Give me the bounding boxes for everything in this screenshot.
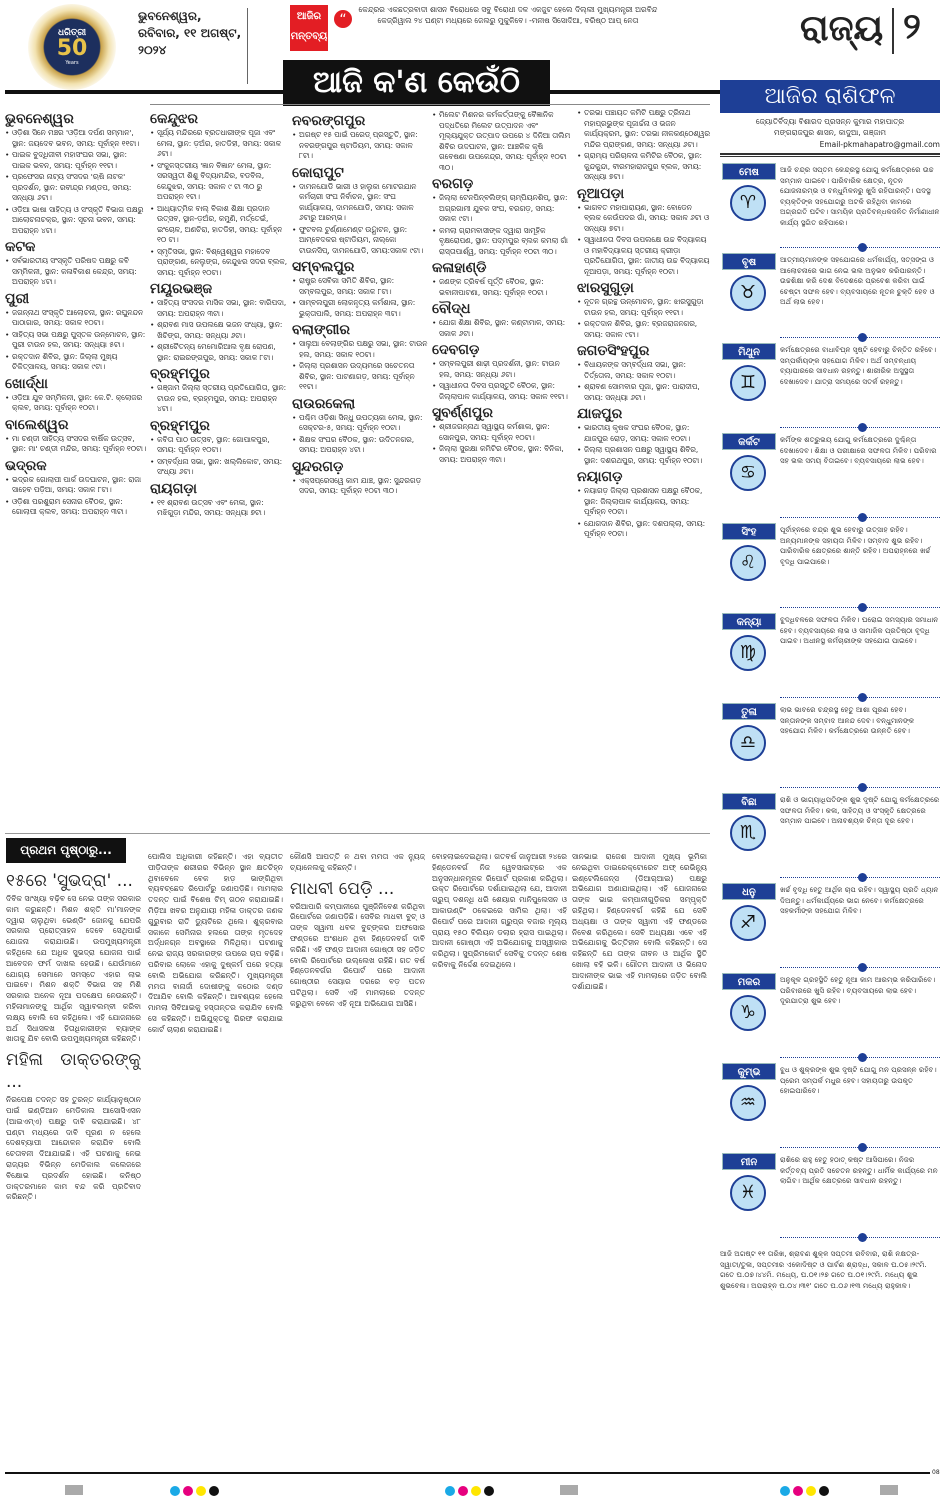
horoscope-text: ବୁଧ ଓ ଶୁକ୍ରଙ୍କ ଶୁଭ ଦୃଷ୍ଟି ଯୋଗୁ ମନ ପ୍ରସନ୍ନ ରହିବ। ପ୍ରେମ ସମ୍ପର୍କ ମଧୁର ହେବ। ସହାୟତାରୁ ଉପକୃତ ହୋଇପାରିବେ। — [780, 1065, 937, 1095]
divider — [720, 1231, 940, 1243]
event-list — [577, 360, 711, 403]
color-bar — [560, 1485, 578, 1495]
event-list — [5, 475, 147, 518]
zodiac-badge — [720, 613, 780, 677]
horoscope-text: ପୂର୍ବାହ୍ନରେ ଚନ୍ଦ୍ର ଶୁଭ ହେବାରୁ ଉତ୍ସାହ ରହିବ। ଅନ୍ୟମାନଙ୍କ ସହାୟତା ମିଳିବ। ସମ୍ବାଦ ଶୁଭ ରହିବ। ପାରିବାରିକ କ୍ଷେତ୍ରରେ ଶାନ୍ତି ରହିବ। ଅପରାହ୍ନରେ ଖର୍ଚ୍ଚ ବୃଦ୍ଧି ପାଇପାରେ। — [780, 525, 931, 566]
district-heading: ବ୍ରହ୍ମପୁର — [150, 417, 210, 434]
event-list — [432, 110, 572, 173]
event-list — [150, 298, 288, 363]
event-item: • ଓଡ଼ିଆ ଯୁବ ସମ୍ମିଳନୀ, ସ୍ଥାନ: କେ.ଟି. କ୍ଲୋଜର କ୍ଲବ, ସମୟ: ପୂର୍ବାହ୍ନ ୧୦ଟା। — [5, 393, 147, 414]
event-item: • ଫୁଟବଲ ଟୁର୍ଣ୍ଣାମେଣ୍ଟ ଉଦ୍ଘାଟନ, ସ୍ଥାନ: ଆମ୍ବେଦକର ଷ୍ଟାଡିୟମ, ନାଲ୍କୋ ଟାଉନସିପ୍, ଦାମନଯୋଡି, ସମୟ:ସକାଳ ୯ଟା। — [292, 225, 428, 257]
section-name: ରାଜ୍ୟ — [800, 8, 884, 49]
event-item: • କମଲା ଗ୍ରାମବାସୀଙ୍କ ଦ୍ୱାରା ସାମୂହିକ ବୃକ୍ଷରୋପଣ, ସ୍ଥାନ: ପଦ୍ମପୁର ବ୍ଲକ କମଲା ଗାଁ ରାସ୍ତାପାର୍ଶ୍ୱ, ସମୟ: ପୂର୍ବାହ୍ନ ୧୦ଟା ୩୦। — [432, 226, 572, 258]
event-item: • ମା ଚଣ୍ଡୀ ସାହିତ୍ୟ ସଂସଦର ବାର୍ଷିକ ଉତ୍ସବ, ସ୍ଥାନ: ମା' ଚଣ୍ଡୀ ମନ୍ଦିର, ସମୟ: ପୂର୍ବାହ୍ନ ୧୦ଟା। — [5, 434, 147, 455]
zodiac-symbol-icon: ♓ — [730, 1175, 766, 1211]
events-column — [432, 110, 572, 828]
district-heading: ବଲାଙ୍ଗୀର — [292, 322, 350, 338]
event-item: • ଯୋଗଦାନ ଶିବିର, ସ୍ଥାନ: ଦଶପଲ୍ଲା, ସମୟ: ପୂର୍ବାହ୍ନ ୧୦ଟା। — [577, 519, 711, 540]
rashifal-title: ଆଜିର ରାଶିଫଳ — [720, 80, 940, 113]
event-item: • ଆଧ୍ୟାତ୍ମିକ ବାଲ୍ ବିକାଶ ଶିକ୍ଷା ପ୍ରଦାନ ଉତ୍ସବ, ସ୍ଥାନ-ଡ଼ଅଁର, କମୁଣି, ମର୍ତ୍ତେଇଁ, ଇଂଚୋଳ, ଅଣଚିରା, ହାତଡିହୀ, ସମୟ: ପୂର୍ବାହ୍ନ ୧୦ ଟା। — [150, 204, 288, 246]
zodiac-9 — [720, 883, 940, 973]
zodiac-row — [720, 253, 940, 317]
article-body: କୌଣସି ଆପତ୍ତି ନ ଥବା ମମତା ଏକ ନ୍ୟୁଜ୍ ଚ୍ୟାନେଲକୁ କହିଛନ୍ତି। — [290, 852, 425, 872]
event-list — [5, 393, 147, 414]
article-body: ବୋହଲାଇଦେଇଥିଲା। ଗତବର୍ଷ ଜାନୁଆରୀ ୨୪ରେ ହିଣ୍ଡେନବର୍ଗ ନିଜ ୱେବସାଇଟ୍‌ରେ ଏକ ଅନୁସନ୍ଧାନମୂଳକ ରିପୋର୍ଟ ପ୍ରକାଶ କରିଥିଲା। ଉକ୍ତ ରିପୋର୍ଟରେ ଦର୍ଶାଯାଇଥିଲା ଯେ, ଆଦାନୀ ଗ୍ରୁପ୍ ଦଶନ୍ଧି ଧରି ଶେୟାର ମାନିପୁଲେସନ ଓ ଆକାଉଣ୍ଟିଂ ଠକେଇରେ ସାମିଲ ଥିଲା। ଏହି ରିପୋର୍ଟ ପରେ ଆଦାନୀ ଗ୍ରୁପ୍‌ର ବଜାର ମୂଲ୍ୟ ପ୍ରାୟ ୧୫୦ ବିଲିୟନ ଡଲାର ହ୍ରାସ ପାଇଥିଲା। ଆଦାନୀ ଗୋଷ୍ଠୀ ଏହି ଅଭିଯୋଗକୁ ଅସ୍ୱୀକାର କରିଥିଲା। ସୁପ୍ରିମକୋର୍ଟ ସେବିକୁ ତଦନ୍ତ ଶେଷ କରିବାକୁ ନିର୍ଦ୍ଦେଶ ଦେଇଥିଲେ। — [432, 852, 567, 969]
event-item: • ନୂତନ ଗ୍ରନ୍ଥ ଉନ୍ମୋଚନ, ସ୍ଥାନ: ଝାରସୁଗୁଡ଼ା ଟାଉନ ହଲ, ସମୟ: ପୂର୍ବାହ୍ନ ୧୧ଟା। — [577, 297, 711, 318]
district-heading: ବୌଦ୍ଧ — [432, 301, 471, 317]
district-heading: ନୂଆପଡ଼ା — [577, 185, 625, 202]
divider — [720, 961, 940, 973]
horoscope-text: ଆଜି ଚନ୍ଦ୍ର ସପ୍ତମ କେନ୍ଦ୍ରସ୍ଥ ଯୋଗୁ କର୍ମକ୍ଷେତ୍ରରେ ଉଚ୍ଚ ସମ୍ମାନ ପାଇବେ। ପାରିବାରିକ କ୍ଷେତ୍ର, ନୂତନ ଯୋଜନାରମ୍ଭ ଓ ବନ୍ଧୁମିଳନରୁ ଖୁସି ରହିପାରନ୍ତି। ପଦସ୍ଥ ବ୍ୟକ୍ତିଙ୍କ ସହଯୋଗରୁ ଅଟକି ରହିଥିବା କାମରେ ଅଗ୍ରଗତି ଘଟିବ। ସାମୟିକ ପ୍ରତିବନ୍ଧକଜନିତ ନିର୍ମାଣାଧୀନ କାର୍ଯ୍ୟ ସ୍ଥଗିତ ରହିପାରେ। — [780, 165, 940, 227]
district-heading: ବ୍ରହ୍ମପୁର — [150, 366, 210, 382]
event-item: • ରକ୍ତଦାନ ଶିବିର, ସ୍ଥାନ: ବ୍ରଜରାଜନଗର, ସମୟ: ସକାଳ ୯ଟା। — [577, 319, 711, 340]
event-item: • ଓଡ଼ିଶା ସିନେ ମଞ୍ଚର 'ଓଡ଼ିଆ ଦର୍ପଣ ସମ୍ମାନ', ସ୍ଥାନ: ଜୟଦେବ ଭବନ, ସମୟ: ପୂର୍ବାହ୍ନ ୧୧ଟା। — [5, 128, 147, 149]
event-list — [5, 434, 147, 455]
article-column — [148, 852, 283, 1467]
article-column — [572, 852, 707, 1467]
article-body: ଦିବିକ ସାଂଖ୍ୟା ବଢ଼ିବ ସେ ନେଇ ତାଙ୍କ ସରକାର କାମ କରୁଛନ୍ତି। ମିଶନ ଶକ୍ତି ମା'ମାନଙ୍କ ଦ୍ୱାରା ଚାଲୁଥିବା ଭେଣ୍ଡିଂ ଜୋନକୁ ଯେପରି ସରକାର ପ୍ରୋତ୍ସାହନ ଦେବେ ସେଥିପାଇଁ ଯୋଜନା କରାଯାଉଛି। ଉପମୁଖ୍ୟମନ୍ତ୍ରୀ କହିଥିଲେ ଯେ ଅଧିକ ସୁଭଦ୍ରା ଯୋଜନା ପାଇଁ ଆବେଦନ ଫର୍ମ ଦାଖଲ ହେଉଛି। ଯେଉଁମାନେ ଯୋଗ୍ୟ ସେମାନେ ସମସ୍ତେ ଏହାର ଲାଭ ପାଇବେ। ମିଶନ ଶକ୍ତି ବିଭାଗ ସହ ମିଶି ସରକାର ଅନେକ ନୂଆ ପଦକ୍ଷେପ ନେଉଛନ୍ତି। ମହିଳାମାନଙ୍କୁ ଆର୍ଥିକ ସ୍ୱାବଲମ୍ବୀ କରିବା ଲକ୍ଷ୍ୟ ବୋଲି ସେ କହିଥିଲେ। ଏହି ଯୋଜନାରେ ଅର୍ଥ ସିଧାସଳଖ ହିତାଧିକାରୀଙ୍କ ବ୍ୟାଙ୍କ ଖାତାକୁ ଯିବ ବୋଲି ଉପମୁଖ୍ୟମନ୍ତ୍ରୀ କହିଛନ୍ତି। — [6, 894, 141, 1044]
event-list — [150, 383, 288, 415]
event-item: • ସାହିତ୍ୟ ସଂସଦର ମାସିକ ସଭା, ସ୍ଥାନ: ବାରିପଦା, ସମୟ: ଅପରାହ୍ନ ୩ଟା। — [150, 298, 288, 319]
event-item: • କବିତା ପାଠ ଉତ୍ସବ, ସ୍ଥାନ: ଗୋପାଳପୁର, ସମୟ: ପୂର୍ବାହ୍ନ ୧୦ଟା। — [150, 435, 288, 456]
district-heading: ରାଉରକେଲା — [292, 395, 356, 412]
horoscope-text: ଲାଭ ଭାବରେ ଚନ୍ଦ୍ରସ୍ଥ ହେତୁ ଆଶା ପୂରଣ ହେବ। ସନ୍ତାନଙ୍କ ସମ୍ବାଦ ଆନନ୍ଦ ଦେବ। ବନ୍ଧୁମାନଙ୍କ ସହଯୋଗ ମିଳିବ। କର୍ମକ୍ଷେତ୍ରରେ ଉନ୍ନତି ହେବ। — [780, 705, 915, 735]
horoscope-text: ରାଶି ଓ ଭାଗ୍ୟାଧିପତିଙ୍କ ଶୁଭ ଦୃଷ୍ଟି ଯୋଗୁ କର୍ମକ୍ଷେତ୍ରରେ ସଫଳତା ମିଳିବ। କଳା, ସାହିତ୍ୟ ଓ ସଂସ୍କୃତି କ୍ଷେତ୍ରରେ ସମ୍ମାନ ପାଇବେ। ଅନାବଶ୍ୟକ ଚିନ୍ତା ଦୂର ହେବ। — [780, 795, 940, 825]
event-item: • ୧୧ ଶ୍ରାବଣ ଉତ୍ସବ ଏବଂ ମେଳା, ସ୍ଥାନ: ମଝିଗୁଡ଼ା ମନ୍ଦିର, ସମୟ: ସନ୍ଧ୍ୟା ୭ଟା। — [150, 498, 288, 519]
divider — [5, 833, 710, 834]
front-page-continued-label: ପ୍ରଥମ ପୃଷ୍ଠାରୁ... — [6, 838, 126, 863]
event-list — [432, 277, 572, 298]
divider — [720, 781, 940, 793]
divider — [892, 8, 894, 54]
article-body: ସାନଭାଇ ରାଜେଶ ଆଦାନୀ ମୁଖ୍ୟ ଭୂମିକା ନେଇଥିବା ଡାଇରେକ୍ଟୋରେଟ ଅଫ୍ ରେଭିନ୍ୟୁ ଇଣ୍ଟେଲିଜେନ୍ସ (ଡିଆର୍‌ଆଇ) ପକ୍ଷରୁ ଅଭିଯୋଗ ଅଣାଯାଇଥିଲା। ଏହି ଯୋଜନାରେ ତାଙ୍କ ଭାଇ କମ୍ପାନୀଗୁଡ଼ିକର ସମ୍ପୃକ୍ତି ରହିଥିଲା। ହିଣ୍ଡେନବର୍ଗ କହିଛି ଯେ ସେବି ଅଧ୍ୟକ୍ଷା ଓ ତାଙ୍କ ସ୍ୱାମୀ ଏହି ଫଣ୍ଡରେ ନିବେଶ କରିଥିଲେ। ସେବି ଅଧ୍ୟକ୍ଷା ଏବେ ଏହି ଅଭିଯୋଗକୁ ଭିତ୍ତିହୀନ ବୋଲି କହିଛନ୍ତି। ସେ କହିଛନ୍ତି ଯେ ତାଙ୍କ ଜୀବନ ଓ ଆର୍ଥିକ ସ୍ଥିତି ଖୋଲା ବହି ଭଳି। ଗୌତମ ଆଦାନୀ ଓ ଭିନୋଦ ଆଦାନୀଙ୍କ ଭାଇ ଏହି ମାମଲାରେ ଜଡ଼ିତ ବୋଲି ଦର୍ଶାଯାଇଛି। — [572, 852, 707, 991]
event-list — [5, 256, 147, 288]
article-body: ବରିଆପାରି କମ୍ପାନୀରେ ପୁଞ୍ଜିନିବେଶ କରିଥିବା ରିପୋର୍ଟରେ ଜଣାପଡ଼ିଛି। ସେବିର ମାଧବୀ ବୁଚ୍ ଓ ତାଙ୍କ ସ୍ୱାମୀ ଧବଳ ବୁଚ୍‌ଙ୍କର ଅଫସୋର ଫଣ୍ଡରେ ଅଂଶଧନ ଥିବା ହିଣ୍ଡେନବର୍ଗ ଦାବି କରିଛି। ଏହି ଫଣ୍ଡ ଆଦାନୀ ଗୋଷ୍ଠୀ ସହ ଜଡ଼ିତ ବୋଲି ରିପୋର୍ଟରେ ଉଲ୍ଲେଖ ରହିଛି। ଗତ ବର୍ଷ ହିଣ୍ଡେନବର୍ଗର ରିପୋର୍ଟ ପରେ ଆଦାନୀ ଗୋଷ୍ଠୀର ସେୟାର ଦରରେ ବଡ଼ ପତନ ଘଟିଥିଲା। ସେବି ଏହି ମାମଲାରେ ତଦନ୍ତ କରୁଥିବା ବେଳେ ଏହି ନୂଆ ଅଭିଯୋଗ ଆସିଛି। — [290, 901, 425, 1008]
registration-yellow — [196, 1486, 206, 1496]
event-list — [432, 318, 572, 339]
event-list — [292, 182, 428, 257]
event-item: • ସ୍ୱାଧୀନତା ଦିବସ ଉପଲକ୍ଷେ ଉଚ୍ଚ ବିଦ୍ୟାଳୟ ଓ ମହାବିଦ୍ୟାଳୟ ସ୍ତରୀୟ କ୍ରୀଡ଼ା ପ୍ରତିଯୋଗିତା, ସ୍ଥାନ: ଜାତୀୟ ଉଚ୍ଚ ବିଦ୍ୟାଳୟ ନୂଆପଡ଼ା, ସମୟ: ପୂର୍ବାହ୍ନ ୧୦ଟା। — [577, 235, 711, 277]
events-column — [5, 108, 147, 826]
event-item: • ସମ୍ବର୍ଦ୍ଧନା ସଭା, ସ୍ଥାନ: ଖଲ୍ଲିକୋଟ, ସମୟ: ସଂଧ୍ୟା ୬ଟା। — [150, 457, 288, 478]
event-list — [577, 108, 711, 183]
event-list — [432, 422, 572, 465]
event-item: • ଗ୍ରାମ୍ୟ ପରିଚାଳନା କମିଟିର ବୈଠକ, ସ୍ଥାନ: କୁନ୍ଦକୁନ୍ଦା, ବୀରମହାରାଜପୁର ବ୍ଲକ, ସମୟ: ସନ୍ଧ୍ୟା ୭ଟା। — [577, 151, 711, 183]
zodiac-row — [720, 1153, 940, 1217]
event-item: • ବିଧାୟକଙ୍କ ସମ୍ବର୍ଦ୍ଧନା ସଭା, ସ୍ଥାନ: ତିର୍ତ୍ତୋଲ, ସମୟ: ସକାଳ ୧୦ଟା। — [577, 360, 711, 381]
horoscope-text: ଆତ୍ମୀୟମାନଙ୍କ ସହଯୋଗରେ ଧର୍ମକାର୍ଯ୍ୟ, ସତ୍ସଙ୍ଗ ଓ ଆଲୋଚନାରେ ଭାଗ ନେଇ ଭଲ ଅନୁଭବ କରିପାରନ୍ତି। ଉଚ୍ଚଶିକ୍ଷା କରି ଦେଶ ବିଦେଶରେ ପ୍ରବେଶ କରିବା ପାଇଁ ଚେଷ୍ଟା ସଫଳ ହେବ। ବ୍ୟବସାୟରେ ନୂତନ ଚୁକ୍ତି ହେବ ଓ ଅର୍ଥ ଲାଭ ହେବ। — [780, 255, 935, 306]
event-item: • ଭଦ୍ରକ ଗୋଲାପୀ ପାର୍କ ଉଦଘାଟନ, ସ୍ଥାନ: ରାଜା ସାହେବ ପଡ଼ିଆ, ସମୟ: ସକାଳ ୮ଟା। — [5, 475, 147, 496]
event-item: • ଭାଗବତ ମହାପାରାୟଣ, ସ୍ଥାନ: ବୋଡେନ ବ୍ଲକ କେଉଁପଦର ଗାଁ, ସମୟ: ସକାଳ ୬ଟା ଓ ସନ୍ଧ୍ୟା ୭ଟା। — [577, 203, 711, 235]
divider — [720, 691, 940, 703]
quote-icon: “ — [334, 10, 352, 28]
color-bar — [880, 1485, 898, 1495]
event-item: • ଜିଲ୍ଲା ଟେନପିନ୍‌ବଲିଙ୍ଗ୍ ଚାମ୍ପିୟନଶିପ୍, ସ୍ଥାନ: ଅଗ୍ରଗାମୀ ଯୁବକ ସଂଘ, ବରଗଡ଼, ସମୟ: ସକାଳ ୯ଟା। — [432, 193, 572, 225]
divider — [720, 241, 940, 253]
zodiac-row — [720, 433, 940, 497]
divider — [720, 511, 940, 523]
zodiac-name: ଧନୁ — [722, 883, 776, 900]
zodiac-name: ବୃଷ — [722, 253, 776, 270]
zodiac-name: କର୍କଟ — [722, 433, 776, 450]
zodiac-11 — [720, 1063, 940, 1153]
event-list — [432, 359, 572, 402]
zodiac-symbol-icon: ♑ — [730, 995, 766, 1031]
zodiac-5 — [720, 523, 940, 613]
zodiac-1 — [720, 163, 940, 253]
divider-dot — [858, 243, 867, 252]
district-heading: ମୟୂରଭଞ୍ଜ — [150, 281, 213, 297]
event-item: • ଓଡ଼ିଶା ପରଶୁରାମ ସେନାର ବୈଠକ, ସ୍ଥାନ: ଗୋଲାପୀ କ୍ଲବ, ସମୟ: ଅପରାହ୍ନ ୩ଟା। — [5, 497, 147, 518]
event-item: • ଜଗନ୍ନାଥ ସଂସ୍କୃତି ଆଲୋଚନା, ସ୍ଥାନ: ରଘୁନନ୍ଦନ ପାଠାଗାର, ସମୟ: ସକାଳ ୧୦ଟା। — [5, 308, 147, 329]
logo-sub: Years — [65, 60, 79, 66]
registration-magenta — [793, 1486, 803, 1496]
event-item: • ସମ୍ବଲପୁରୀ ଶାଢ଼ୀ ପ୍ରଦର୍ଶନୀ, ସ୍ଥାନ: ଟାଉନ ହଲ, ସମୟ: ସନ୍ଧ୍ୟା ୬ଟା। — [432, 359, 572, 380]
zodiac-8 — [720, 793, 940, 883]
event-item: • ଓଡ଼ିଆ ଭାଷା ସାହିତ୍ୟ ଓ ସଂସ୍କୃତି ବିଭାଗ ପକ୍ଷରୁ ଆଲୋଚନାଚକ୍ର, ସ୍ଥାନ: ସୂଚନା ଭବନ, ସମୟ: ଅପରାହ୍ନ ୪ଟା। — [5, 205, 147, 237]
zodiac-row — [720, 1063, 940, 1127]
horoscope-text: କର୍ମିଙ୍କ ଶତ୍ରୁଭୟ ଯୋଗୁ କର୍ମକ୍ଷେତ୍ରରେ ଦୁଶ୍ଚିନ୍ତା ଦେଖାଦେବ। ଶିକ୍ଷା ଓ ପରୀକ୍ଷାରେ ସଫଳତା ମିଳିବ। ପରିବାର ସହ ଭଲ ସମୟ ବିତାଇବେ। ବ୍ୟବସାୟରେ ଲାଭ ହେବ। — [780, 435, 937, 465]
zodiac-badge — [720, 703, 780, 767]
rashifal-column — [720, 116, 940, 1291]
zodiac-row — [720, 523, 940, 587]
zodiac-symbol-icon: ♈ — [730, 185, 766, 221]
zodiac-badge — [720, 793, 780, 857]
event-item: • ପଶ୍ଚିମ ଓଡ଼ିଶା ସିନ୍ଧୁ ଉପତ୍ୟକା ମେଳା, ସ୍ଥାନ: ସେକ୍ଟର-୫, ସମୟ: ପୂର୍ବାହ୍ନ ୧୦ଟା। — [292, 413, 428, 434]
color-bar — [65, 1485, 83, 1495]
event-item: • ପ୍ରଫେସର ନାଟ୍ୟ ସଂସଦର 'ଋଷି ନାଟକ' ପ୍ରଦର୍ଶନ, ସ୍ଥାନ: ରବୀନ୍ଦ୍ର ମଣ୍ଡପ, ସମୟ: ସନ୍ଧ୍ୟା ୬ଟା। — [5, 172, 147, 204]
divider-dot — [858, 963, 867, 972]
article-column — [6, 866, 141, 1467]
event-item: • ସର୍ବଭାରତୀୟ ସଂସ୍କୃତି ପରିଷଦ ପକ୍ଷରୁ କବି ସମ୍ମିଳନୀ, ସ୍ଥାନ: କଳାବିକାଶ କେନ୍ଦ୍ର, ସମୟ: ଅପରାହ୍ନ ୪ଟା। — [5, 256, 147, 288]
zodiac-list — [720, 163, 940, 1243]
zodiac-symbol-icon: ♐ — [730, 905, 766, 941]
zodiac-symbol-icon: ♋ — [730, 455, 766, 491]
events-column — [150, 108, 288, 826]
zodiac-name: ମକର — [722, 973, 776, 990]
event-item: • ଏକ୍ସପ୍ରେସୱେ କାମ ଯାଞ୍ଚ, ସ୍ଥାନ: ସୁନ୍ଦରଗଡ଼ ସଦର, ସମୟ: ପୂର୍ବାହ୍ନ ୧୦ଟା ୩୦। — [292, 476, 428, 497]
zodiac-symbol-icon: ♊ — [730, 365, 766, 401]
district-heading: ନୟାଗଡ଼ — [577, 469, 623, 485]
horoscope-text: କର୍ମକ୍ଷେତ୍ରରେ ବାଧାବିଘ୍ନ ସୃଷ୍ଟି ହେବାରୁ ଚିନ୍ତିତ ରହିବେ। ସମ୍ପର୍କୀୟଙ୍କ ସହଯୋଗ ମିଳିବ। ଅର୍ଥ ସମ୍ବନ୍ଧୀୟ ବ୍ୟାପାରରେ ସାବଧାନ ରହନ୍ତୁ। ଶାରୀରିକ ଅସୁସ୍ଥତା ଦେଖାଦେବ। ଯାତ୍ରା ସମୟରେ ସତର୍କ ରହନ୍ତୁ। — [780, 345, 937, 386]
zodiac-3 — [720, 343, 940, 433]
astrologer-address: ମଙ୍ଗରାଜପୁର ଶାସନ, କାଦୁଆ, ଗଞ୍ଜାମ — [774, 128, 886, 137]
registration-magenta — [183, 1486, 193, 1496]
divider-dot — [858, 1143, 867, 1152]
zodiac-row — [720, 883, 940, 947]
quote-text: କେନ୍ଦ୍ରର ଏକଛତ୍ରବାଦୀ ଶାସନ ବିରୋଧରେ ସବୁ ବିରୋଧୀ ଦଳ ଏକଜୁଟ ହେଲେ ଦିଲ୍ଲୀ ମୁଖ୍ୟମନ୍ତ୍ରୀ ଅରବିନ୍ଦ କେଜ୍ରିୱାଲ ୨୪ ଘଣ୍ଟା ମଧ୍ୟରେ ଜେଲରୁ ମୁକୁଳିବେ। -ମନୀଷ ସିସୋଦିଆ, ବରିଷ୍ଠ ଆପ୍ ନେତା — [358, 5, 658, 25]
district-heading: ସୁବର୍ଣ୍ଣପୁର — [432, 405, 493, 421]
event-list — [292, 339, 428, 393]
events-column — [577, 108, 711, 826]
district-heading: ସମ୍ବଲପୁର — [292, 259, 355, 275]
divider — [720, 1051, 940, 1063]
event-list — [577, 203, 711, 278]
event-item: • ସ୍ୱାଧୀନତା ଦିବସ ପ୍ରସ୍ତୁତି ବୈଠକ, ସ୍ଥାନ: ଜିଲ୍ଲାପାଳ କାର୍ଯ୍ୟାଳୟ, ସମୟ: ସକାଳ ୧୧ଟା। — [432, 381, 572, 402]
event-item: • ଜିଲ୍ଲା ପ୍ରଶାସନ ପକ୍ଷରୁ ସ୍ୱାସ୍ଥ୍ୟ ଶିବିର, ସ୍ଥାନ: ଦଶରଥପୁର, ସମୟ: ପୂର୍ବାହ୍ନ ୧୦ଟା। — [577, 445, 711, 466]
event-item: • ଗଞ୍ଜାମ ଜିଲ୍ଲା ସ୍ତରୀୟ ପ୍ରତିଯୋଗିତା, ସ୍ଥାନ: ଟାଉନ ହଲ, ବ୍ରହ୍ମପୁର, ସମୟ: ଅପରାହ୍ନ ୪ଟା। — [150, 383, 288, 415]
divider-dot — [858, 693, 867, 702]
zodiac-symbol-icon: ♉ — [730, 275, 766, 311]
district-heading: ଝାରସୁଗୁଡ଼ା — [577, 280, 634, 296]
event-list — [150, 498, 288, 519]
event-item: • ଜିଲ୍ଲା ପ୍ରଶାସନ ଉଦ୍ୟମରେ ସଚେତନତା ଶିବିର, ସ୍ଥାନ: ପାଟଣାଗଡ଼, ସମୟ: ପୂର୍ବାହ୍ନ ୧୧ଟା। — [292, 361, 428, 393]
registration-black — [484, 1486, 494, 1496]
zodiac-2 — [720, 253, 940, 343]
divider-dot — [858, 1233, 867, 1242]
divider — [720, 601, 940, 613]
divider — [720, 871, 940, 883]
zodiac-row — [720, 703, 940, 767]
event-item: • ସାମ୍ବଲପୁରୀ ଲୋକନୃତ୍ୟ କର୍ମଶାଳା, ସ୍ଥାନ: ଭୁକ୍ତାପାଲି, ସମୟ: ଅପରାହ୍ନ ୩ଟା। — [292, 298, 428, 319]
zodiac-badge — [720, 973, 780, 1037]
panjika-text: ଆଜି ଅଗଷ୍ଟ ୧୧ ତାରିଖ, ଶ୍ରାବଣ ଶୁକ୍ଳ ସପ୍ତମୀ ରବିବାର, ରାଶି ନକ୍ଷତ୍ର-ସ୍ୱାତୀ/ତୁଳା, ସପ୍ତମୀର ଏକୋଦିଷ୍ଟ ଓ ପାର୍ବଣ ଶ୍ରାଦ୍ଧ, ସକାଳ ଘ.୦୫।୨୯ମି. ଗତେ ଘ.୦୭।୪୪ମି. ମଧ୍ୟେ, ଘ.୦୧।୨୭ ଗତେ ଘ.୦୧।୨୯ମି. ମଧ୍ୟେ ଶୁଭ ଶୁଭବେଳା। ଅପରାହ୍ନ ଘ.୦୪।୩୧' ଗତେ ଘ.୦୬।୧୩ ମଧ୍ୟେ ରାହୁକାଳ। — [720, 1249, 927, 1290]
event-item: • ମିଲେଟ ମିଶନର କର୍ମକର୍ତ୍ତାଙ୍କୁ ବୈଜ୍ଞାନିକ ପଦ୍ଧତିରେ ମିଲେଟ ଉତ୍ପାଦନ ଏବଂ ମୂଲ୍ୟଯୁକ୍ତ ଉତ୍ପାଦ ଉପରେ ୪ ଦିନିଆ ତାଲିମ ଶିବିର ଉଦଘାଟନ, ସ୍ଥାନ: ଆଞ୍ଚଳିକ କୃଷି ଗବେଷଣା ଉପକେନ୍ଦ୍ର, ସମୟ: ପୂର୍ବାହ୍ନ ୧୦ଟା ୩୦। — [432, 110, 572, 173]
astrologer-name: ଜ୍ୟୋତିର୍ବିଦ୍ୟା ବିଶାରଦ ପ୍ରସନ୍ନ କୁମାର ମହାପାତ୍ର — [755, 117, 905, 126]
zodiac-badge — [720, 883, 780, 947]
district-heading: ସୁନ୍ଦରଗଡ଼ — [292, 458, 344, 475]
zodiac-row — [720, 343, 940, 407]
event-list — [577, 297, 711, 340]
divider-dot — [858, 333, 867, 342]
astrologer-credit — [720, 116, 940, 138]
divider — [720, 421, 940, 433]
event-list — [5, 308, 147, 373]
zodiac-name: କୁମ୍ଭ — [722, 1063, 776, 1080]
zodiac-symbol-icon: ♌ — [730, 545, 766, 581]
article-headline: ମହିଳା ଡାକ୍ତରଙ୍କୁ ... — [6, 1050, 141, 1093]
zodiac-6 — [720, 613, 940, 703]
event-item: • ଯୋଗ ଶିକ୍ଷା ଶିବିର, ସ୍ଥାନ: କଣ୍ଟାମାଳ, ସମୟ: ସକାଳ ୬ଟା। — [432, 318, 572, 339]
event-list — [292, 130, 428, 162]
event-item: • ସଂକୁଳସ୍ତରୀୟ 'ଜ୍ଞାନ ବିଜ୍ଞାନ' ମେଳା, ସ୍ଥାନ: ସରସ୍ୱତୀ ଶିଶୁ ବିଦ୍ୟାମନ୍ଦିର, ବଡବିଲ, କେନ୍ଦୁଝର, ସମୟ: ସକାଳ ୯ ଟା ୩୦ ରୁ ଅପରାହ୍ନ ୧ଟା। — [150, 161, 288, 203]
district-heading: ଖୋର୍ଦ୍ଧା — [5, 375, 48, 392]
registration-yellow — [471, 1486, 481, 1496]
event-list — [292, 476, 428, 497]
zodiac-row — [720, 793, 940, 857]
astrologer-email: Email-pkmahapatro@gmail.com — [819, 140, 940, 149]
event-list — [577, 423, 711, 466]
page-code: 08 — [932, 1469, 940, 1476]
district-heading: ଭୁବନେଶ୍ୱର — [5, 111, 74, 127]
district-heading: ବାଲେଶ୍ୱର — [5, 416, 69, 433]
event-item: • ସାଲୁଆ ବେଲାଙ୍ଗିର ପକ୍ଷରୁ ସଭା, ସ୍ଥାନ: ଟାଉନ ହଲ, ସମୟ: ସକାଳ ୧୦ଟା। — [292, 339, 428, 360]
divider — [150, 104, 710, 105]
event-item: • ଜିଲ୍ଲା ସୁରକ୍ଷା କମିଟିର ବୈଠକ, ସ୍ଥାନ: ବିନିକା, ସମୟ: ଅପରାହ୍ନ ୩ଟା। — [432, 444, 572, 465]
zodiac-symbol-icon: ♒ — [730, 1085, 766, 1121]
event-item: • ଶିକ୍ଷକ ସଂଘର ବୈଠକ, ସ୍ଥାନ: ଉଦିତନଗର, ସମୟ: ଅପରାହ୍ନ ୪ଟା। — [292, 435, 428, 456]
events-column — [292, 110, 428, 828]
event-item: • ଭାରତୀୟ କୃଷକ ସଂଘର ବୈଠକ, ସ୍ଥାନ: ଯାଜପୁର ରୋଡ଼, ସମୟ: ସକାଳ ୧୦ଟା। — [577, 423, 711, 444]
district-heading: ଜଗତସିଂହପୁର — [577, 343, 650, 359]
district-heading: ପୁରୀ — [5, 290, 30, 307]
event-list — [150, 435, 288, 478]
zodiac-badge — [720, 1063, 780, 1127]
registration-cyan — [780, 1486, 790, 1496]
event-item: • ସ୍ମୃତିସଭା, ସ୍ଥାନ: ବିଶ୍ୱେଶ୍ୱର ମହାଦେବ ପ୍ରାଙ୍ଗଣ, ନେଲୁଙ୍ଗ, କେନ୍ଦୁଝର ସଦର ବ୍ଲକ, ସମୟ: ପୂର୍ବାହ୍ନ ୧୦ଟା। — [150, 247, 288, 279]
article-column — [432, 852, 567, 1467]
event-item: • ରାଷ୍ଟ୍ର ସେବିକା ସମିତି ଶିବିର, ସ୍ଥାନ: ସମ୍ବଲପୁର, ସମୟ: ସକାଳ ୮ଟା। — [292, 276, 428, 297]
event-item: • ଦାମନଯୋଡି ଭାରୀ ଓ ହାଲୁକା ମୋଟରଯାନ କର୍ମଚାରୀ ସଂଘ ନିର୍ବାଚନ, ସ୍ଥାନ: ସଂଘ କାର୍ଯ୍ୟାଳୟ, ଦାମନଯୋଡି, ସମୟ: ସକାଳ ୬ଟାରୁ ଆରମ୍ଭ। — [292, 182, 428, 224]
registration-yellow — [806, 1486, 816, 1496]
event-list — [150, 128, 288, 278]
article-headline: ମାଧବୀ ପେଡ଼ି ... — [290, 878, 395, 899]
event-item: • ଶ୍ରୀଚୈତନ୍ୟ ମେମୋରିଆଲ ବୃକ୍ଷ ରୋପଣ, ସ୍ଥାନ: ରାଇରଙ୍ଗପୁର, ସମୟ: ସକାଳ ୮ଟା। — [150, 342, 288, 363]
registration-cyan — [170, 1486, 180, 1496]
event-item: • ଶ୍ରାବଣ ମାସ ଉପଲକ୍ଷେ ଭଜନ ସଂଧ୍ୟା, ସ୍ଥାନ: ଖିଚିଙ୍ଗ, ସମୟ: ସନ୍ଧ୍ୟା ୬ଟା। — [150, 320, 288, 341]
divider-dot — [858, 603, 867, 612]
district-heading: ରାୟଗଡ଼ା — [150, 480, 197, 497]
divider-dot — [858, 873, 867, 882]
zodiac-symbol-icon: ♎ — [730, 725, 766, 761]
horoscope-text: ଖର୍ଚ୍ଚ ବୃଦ୍ଧି ହେତୁ ଆର୍ଥିକ ଚାପ ରହିବ। ସ୍ୱାସ୍ଥ୍ୟ ପ୍ରତି ଧ୍ୟାନ ଦିଅନ୍ତୁ। ଧର୍ମକାର୍ଯ୍ୟରେ ଭାଗ ନେବେ। କର୍ମକ୍ଷେତ୍ରରେ ସହକର୍ମୀଙ୍କ ସହଯୋଗ ମିଳିବ। — [780, 885, 939, 915]
zodiac-name: ମେଷ — [722, 163, 776, 180]
horoscope-text: ରାଶିରେ ରାହୁ ହେତୁ ହଠାତ୍ କଷ୍ଟ ଆସିପାରେ। ନିଜର କର୍ତ୍ତବ୍ୟ ପ୍ରତି ସଚେତନ ରହନ୍ତୁ। ଧାର୍ମିକ କାର୍ଯ୍ୟରେ ମନ ଲାଗିବ। ଆର୍ଥିକ କ୍ଷେତ୍ରରେ ସାବଧାନ ରହନ୍ତୁ। — [780, 1155, 938, 1185]
event-list — [432, 193, 572, 257]
event-item: • ଶ୍ରାବଣ ସୋମବାର ପୂଜା, ସ୍ଥାନ: ପାରାଦୀପ, ସମୟ: ସନ୍ଧ୍ୟା ୬ଟା। — [577, 382, 711, 403]
district-heading: ବରଗଡ଼ — [432, 176, 474, 192]
registration-black — [209, 1486, 219, 1496]
event-item: • ଶ୍ରୀଜଗନ୍ନାଥ ସ୍ୱାସ୍ଥ୍ୟ କର୍ମଶାଳା, ସ୍ଥାନ: ସୋନପୁର, ସମୟ: ପୂର୍ବାହ୍ନ ୧୦ଟା। — [432, 422, 572, 443]
zodiac-name: ବିଛା — [722, 793, 776, 810]
zodiac-badge — [720, 433, 780, 497]
zodiac-symbol-icon: ♍ — [730, 635, 766, 671]
event-list — [5, 128, 147, 236]
event-item: • ତରଭା ପଞ୍ଚାୟତ କମିଟି ପକ୍ଷରୁ ତ୍ରିନାଥ ମହାପ୍ରଭୁଙ୍କ ପୂଜାର୍ଚ୍ଚନା ଓ ଭଜନ କାର୍ଯ୍ୟକ୍ରମ, ସ୍ଥାନ: ତରଭା ନୀଳକଣ୍ଠେଶ୍ୱର ମନ୍ଦିର ପ୍ରାଙ୍ଗଣ, ସମୟ: ସନ୍ଧ୍ୟା ୬ଟା। — [577, 108, 711, 150]
zodiac-badge — [720, 253, 780, 317]
page-number: ୨ — [903, 6, 921, 47]
district-heading: ଯାଜପୁର — [577, 406, 623, 422]
registration-magenta — [458, 1486, 468, 1496]
event-item: • ଅଗଷ୍ଟ ୧୫ ପାଇଁ ପରେଡ୍ ପ୍ରସ୍ତୁତି, ସ୍ଥାନ: ନବରଙ୍ଗପୁର ଷ୍ଟାଡିୟମ, ସମୟ: ସକାଳ ୮ଟା। — [292, 130, 428, 162]
divider-dot — [858, 423, 867, 432]
registration-cyan — [445, 1486, 455, 1496]
horoscope-text: ଅନୁକୂଳ ଗ୍ରହସ୍ଥିତି ହେତୁ ନୂଆ କାମ ଆରମ୍ଭ କରିପାରିବେ। ପରିବାରରେ ଖୁସି ରହିବ। ବ୍ୟବସାୟରେ ଲାଭ ହେବ। ଦୂରଯାତ୍ରା ଶୁଭ ହେବ। — [780, 975, 936, 1005]
event-list — [292, 413, 428, 456]
logo-name: ଧରିତ୍ରୀ — [57, 28, 87, 38]
zodiac-name: କନ୍ୟା — [722, 613, 776, 630]
district-heading: ଦେବଗଡ଼ — [432, 342, 480, 358]
registration-black — [819, 1486, 829, 1496]
divider — [720, 153, 940, 157]
event-item: • ପାଇକ ବୁଦ୍ଧିଜୀବୀ ମହାସଂଘର ସଭା, ସ୍ଥାନ: ପାଇକ ଭବନ, ସମୟ: ପୂର୍ବାହ୍ନ ୧୧ଟା। — [5, 150, 147, 171]
zodiac-symbol-icon: ♏ — [730, 815, 766, 851]
event-item: • ଜଣଙ୍କ ତ୍ରିବର୍ଷ ପୂର୍ତ୍ତି ବୈଠକ, ସ୍ଥାନ: ଭବାନୀପାଟଣା, ସମୟ: ପୂର୍ବାହ୍ନ ୧୦ଟା। — [432, 277, 572, 298]
district-heading: ଭଦ୍ରକ — [5, 457, 47, 474]
divider — [720, 1141, 940, 1153]
zodiac-name: ସିଂହ — [722, 523, 776, 540]
zodiac-badge — [720, 343, 780, 407]
divider-dot — [858, 783, 867, 792]
article-body: ନିରପେକ୍ଷ ତଦନ୍ତ ସହ ତୁରନ୍ତ କାର୍ଯ୍ୟାନୁଷ୍ଠାନ ପାଇଁ ଇଣ୍ଡିଆନ ମେଡିକାଲ ଆସୋସିଏସନ (ଆଇଏମ୍ଏ) ପକ୍ଷରୁ ଦାବି କରାଯାଇଛି। ୪୮ ଘଣ୍ଟା ମଧ୍ୟରେ ଦାବି ପୂରଣ ନ ହେଲେ ଦେଶବ୍ୟାପୀ ଆନ୍ଦୋଳନ କରାଯିବ ବୋଲି ଚେତାବନୀ ଦିଆଯାଇଛି। ଏହି ଘଟଣାକୁ ନେଇ ରାଜ୍ୟର ବିଭିନ୍ନ ମେଡିକାଲ କଲେଜରେ ବିକ୍ଷୋଭ ପ୍ରଦର୍ଶନ ହୋଇଛି। କନିଷ୍ଠ ଡାକ୍ତରମାନେ କାମ ବନ୍ଦ କରି ପ୍ରତିବାଦ କରିଛନ୍ତି। — [6, 1095, 141, 1202]
event-item: • ରକ୍ତଦାନ ଶିବିର, ସ୍ଥାନ: ଜିଲ୍ଲା ମୁଖ୍ୟ ଚିକିତ୍ସାଳୟ, ସମୟ: ସକାଳ ୯ଟା। — [5, 352, 147, 373]
quote-label: ଆଜିର ମନ୍ତବ୍ୟ — [290, 5, 328, 51]
district-heading: କଟକ — [5, 239, 36, 255]
divider — [247, 8, 248, 84]
zodiac-name: ମିଥୁନ — [722, 343, 776, 360]
events-title: ଆଜି କ'ଣ କେଉଁଠି — [283, 60, 550, 106]
footer-rule — [5, 1472, 930, 1474]
divider — [720, 331, 940, 343]
zodiac-badge — [720, 523, 780, 587]
event-item: • ସାହିତ୍ୟ ସଭା ପକ୍ଷରୁ ପୁସ୍ତକ ଉନ୍ମୋଚନ, ସ୍ଥାନ: ପୁରୀ ଟାଉନ ହଲ, ସମୟ: ସନ୍ଧ୍ୟା ୫ଟା। — [5, 330, 147, 351]
event-item: • ସୂର୍ଯ୍ୟ ମନ୍ଦିରରେ ବ୍ରତଧାରୀଙ୍କ ପୂଜା ଏବଂ ମେଳା, ସ୍ଥାନ: ଡ଼ଅଁର, ହାତଡିହୀ, ସମୟ: ସକାଳ ୬ଟା। — [150, 128, 288, 160]
zodiac-12 — [720, 1153, 940, 1243]
newspaper-logo — [28, 4, 116, 90]
district-heading: ନବରଙ୍ଗପୁର — [292, 113, 366, 129]
district-heading: କେନ୍ଦୁଝର — [150, 111, 199, 127]
zodiac-name: ମୀନ — [722, 1153, 776, 1170]
zodiac-4 — [720, 433, 940, 523]
district-heading: କଳାହାଣ୍ଡି — [432, 260, 487, 276]
zodiac-row — [720, 973, 940, 1037]
zodiac-row — [720, 613, 940, 677]
article-body: ପୋଲିସ ଅଧିକାରୀ କହିଛନ୍ତି। ଏହା ବ୍ୟତୀତ ପୀଡ଼ିତାଙ୍କ ଶରୀରର ବିଭିନ୍ନ ସ୍ଥାନ କ୍ଷତଚିହ୍ନ ଥିବାବେଳେ ବେକ ହାଡ଼ ଭାଙ୍ଗିଥିବା ବ୍ୟବଚ୍ଛେଦ ରିପୋର୍ଟରୁ ଜଣାପଡ଼ିଛି। ମାମଲାର ତଦନ୍ତ ପାଇଁ ବିଶେଷ ଟିମ୍ ଗଠନ କରାଯାଇଛି। ମିଡ଼ିଆ ଖବର ଅନୁଯାୟୀ ମହିଳା ଡାକ୍ତର ଜଣକ ଗୁରୁବାର ରାତି ଡ୍ୟୁଟିରେ ଥିଲେ। ଶୁକ୍ରବାର ସକାଳେ ସେମିନାର ହଲରେ ତାଙ୍କ ମୃତଦେହ ଅର୍ଦ୍ଧନଗ୍ନ ଅବସ୍ଥାରେ ମିଳିଥିଲା। ଘଟଣାକୁ ନେଇ ରାଜ୍ୟ ସରକାରଙ୍କ ଉପରେ ଚାପ ବଢ଼ିଛି। ପରିବାର ଲୋକେ ଏହାକୁ ଦୁଷ୍କର୍ମ ପରେ ହତ୍ୟା ବୋଲି ଅଭିଯୋଗ କରିଛନ୍ତି। ମୁଖ୍ୟମନ୍ତ୍ରୀ ମମତା ବାନାର୍ଜୀ ଦୋଷୀଙ୍କୁ କଠୋର ଦଣ୍ଡ ଦିଆଯିବ ବୋଲି କହିଛନ୍ତି। ଆବଶ୍ୟକ ହେଲେ ମାମଲା ସିବିଆଇକୁ ହସ୍ତାନ୍ତର କରାଯିବ ବୋଲି ସେ କହିଛନ୍ତି। ଅଭିଯୁକ୍ତକୁ ଗିରଫ କରାଯାଇ କୋର୍ଟ ଚାଲାଣ କରାଯାଇଛି। — [148, 852, 283, 1034]
article-column — [290, 852, 425, 1467]
horoscope-text: ବୁଦ୍ଧିବଳରେ ସଫଳତା ମିଳିବ। ଘରୋଇ ସମସ୍ୟାର ସମାଧାନ ହେବ। ବ୍ୟବସାୟରେ ଲାଭ ଓ ସାମାଜିକ ପ୍ରତିଷ୍ଠା ବୃଦ୍ଧି ପାଇବ। ଅଧୀନସ୍ଥ କର୍ମଚାରୀଙ୍କ ସହଯୋଗ ପାଇବେ। — [780, 615, 939, 645]
event-list — [292, 276, 428, 319]
district-heading: କୋରାପୁଟ — [292, 164, 344, 181]
zodiac-badge — [720, 1153, 780, 1217]
zodiac-7 — [720, 703, 940, 793]
zodiac-row — [720, 163, 940, 228]
zodiac-name: ତୁଳା — [722, 703, 776, 720]
zodiac-10 — [720, 973, 940, 1063]
event-list — [577, 486, 711, 540]
zodiac-badge — [720, 163, 780, 227]
divider-dot — [858, 513, 867, 522]
event-item: • ନୟାଗଡ଼ ଜିଲ୍ଲା ପ୍ରଶାସନ ପକ୍ଷରୁ ବୈଠକ, ସ୍ଥାନ: ଜିଲ୍ଲାପାଳ କାର୍ଯ୍ୟାଳୟ, ସମୟ: ପୂର୍ବାହ୍ନ ୧୦ଟା। — [577, 486, 711, 518]
divider-dot — [858, 1053, 867, 1062]
logo-years: 50 — [56, 36, 88, 61]
dateline: ଭୁବନେଶ୍ୱର, ରବିବାର, ୧୧ ଅଗଷ୍ଟ, ୨୦୨୪ — [138, 9, 242, 57]
article-headline: ୧୫ରେ 'ସୁଭଦ୍ରା' ... — [6, 871, 133, 891]
